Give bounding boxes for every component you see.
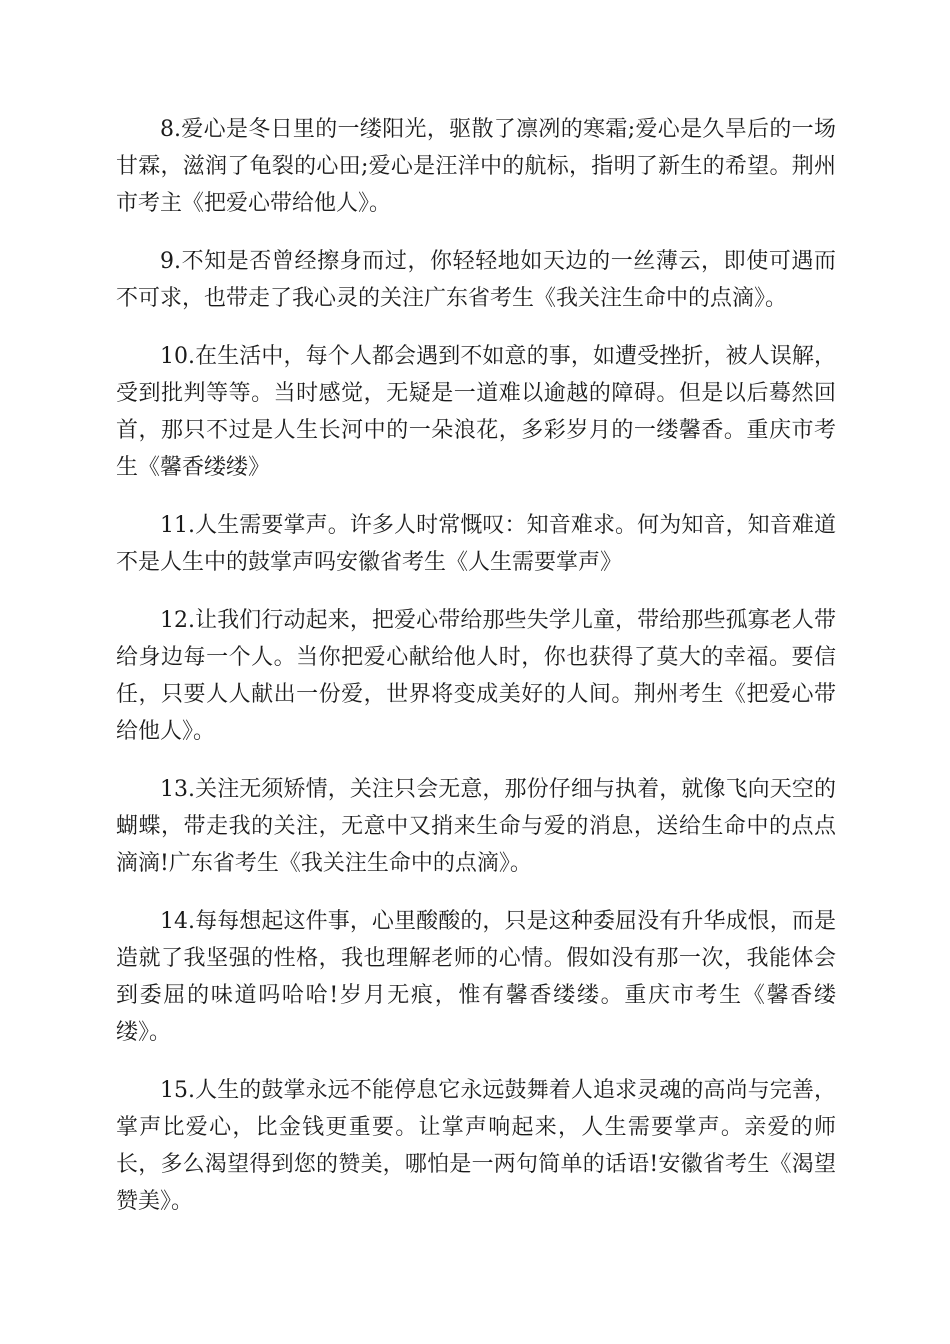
paragraph-13: 13.关注无须矫情，关注只会无意，那份仔细与执着，就像飞向天空的蝴蝶，带走我的关注，无意中又捎来生命与爱的消息，送给生命中的点点滴滴!广东省考生《我关注生命中的点滴》。 [116,777,836,876]
document-page [116,111,836,1241]
paragraph-8: 8.爱心是冬日里的一缕阳光，驱散了凛冽的寒霜;爱心是久旱后的一场甘霖，滋润了龟裂的心田;爱心是汪洋中的航标，指明了新生的希望。荆州市考主《把爱心带给他人》。 [116,117,836,216]
paragraph-15: 15.人生的鼓掌永远不能停息它永远鼓舞着人追求灵魂的高尚与完善，掌声比爱心，比金钱更重要。让掌声响起来，人生需要掌声。亲爱的师长，多么渴望得到您的赞美，哪怕是一两句简单的话语!安徽省考生《渴望赞美》。 [116,1078,836,1214]
paragraph-14: 14.每每想起这件事，心里酸酸的，只是这种委屈没有升华成恨，而是造就了我坚强的性格，我也理解老师的心情。假如没有那一次，我能体会到委屈的味道吗哈哈!岁月无痕，惟有馨香缕缕。重庆市考生《馨香缕缕》。 [116,909,836,1045]
paragraph-9: 9.不知是否曾经擦身而过，你轻轻地如天边的一丝薄云，即使可遇而不可求，也带走了我心灵的关注广东省考生《我关注生命中的点滴》。 [116,249,836,311]
paragraph-10: 10.在生活中，每个人都会遇到不如意的事，如遭受挫折，被人误解，受到批判等等。当时感觉，无疑是一道难以逾越的障碍。但是以后蓦然回首，那只不过是人生长河中的一朵浪花，多彩岁月的一缕馨香。重庆市考生《馨香缕缕》 [116,344,836,480]
paragraph-12: 12.让我们行动起来，把爱心带给那些失学儿童，带给那些孤寡老人带给身边每一个人。当你把爱心献给他人时，你也获得了莫大的幸福。要信任，只要人人献出一份爱，世界将变成美好的人间。荆州考生《把爱心带给他人》。 [116,608,836,744]
paragraph-11: 11.人生需要掌声。许多人时常慨叹：知音难求。何为知音，知音难道不是人生中的鼓掌声吗安徽省考生《人生需要掌声》 [116,513,836,575]
